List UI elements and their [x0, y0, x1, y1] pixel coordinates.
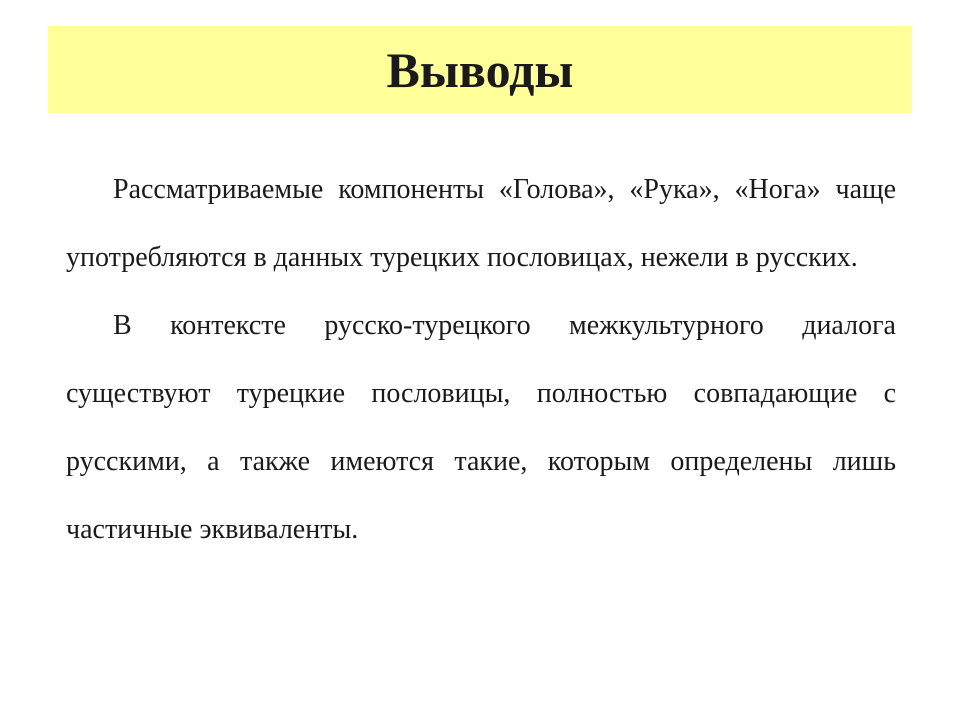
slide-body	[66, 156, 896, 564]
slide-title: Выводы	[386, 41, 574, 98]
conclusion-paragraph-2: В контексте русско-турецкого межкультурного диалога существуют турецкие пословицы, полностью совпадающие с русскими, а также имеются такие, которым определены лишь частичные эквиваленты.	[66, 310, 896, 545]
conclusion-paragraph-1: Рассматриваемые компоненты «Голова», «Рука», «Нога» чаще употребляются в данных турецких пословицах, нежели в русских.	[66, 174, 896, 273]
title-banner	[48, 26, 912, 113]
